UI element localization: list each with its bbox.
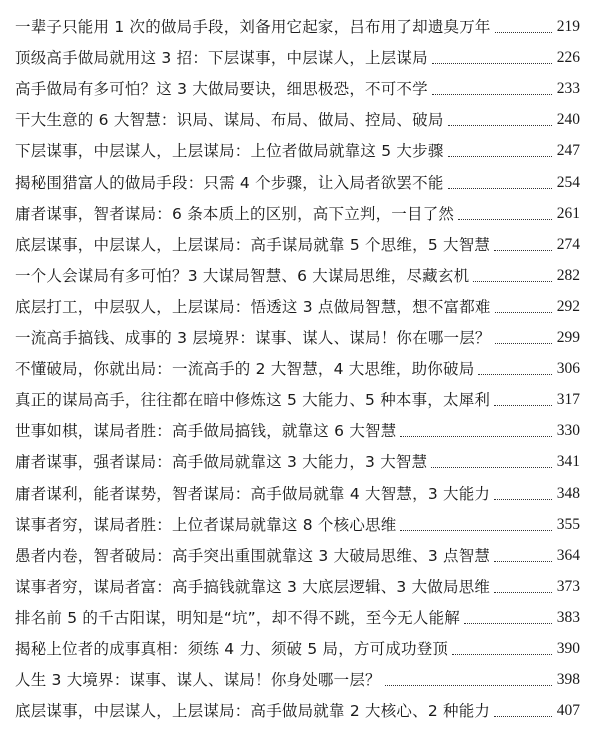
toc-entry-title: 底层谋事，中层谋人，上层谋局：高手谋局就靠 5 个思维，5 大智慧 — [15, 235, 491, 254]
toc-entry-page: 383 — [556, 608, 580, 626]
toc-entry-page: 364 — [556, 546, 580, 564]
toc-entry-title: 愚者内卷，智者破局：高手突出重围就靠这 3 大破局思维、3 点智慧 — [15, 546, 491, 565]
toc-entry-page: 299 — [556, 329, 580, 347]
toc-dot-leader — [400, 435, 552, 437]
toc-dot-leader — [448, 155, 552, 157]
toc-entry-page: 398 — [556, 671, 580, 689]
toc-entry-title: 不懂破局，你就出局：一流高手的 2 大智慧，4 大思维，助你破局 — [15, 360, 475, 379]
toc-entry-page: 341 — [556, 453, 580, 471]
toc-dot-leader — [495, 31, 552, 33]
toc-entry-page: 306 — [556, 360, 580, 378]
toc-dot-leader — [495, 342, 552, 344]
toc-entry-title: 真正的谋局高手，往往都在暗中修炼这 5 大能力、5 种本事，太犀利 — [15, 391, 491, 410]
toc-dot-leader — [448, 187, 552, 189]
toc-entry-page: 240 — [556, 111, 580, 129]
toc-dot-leader — [432, 93, 552, 95]
toc-entry[interactable] — [0, 348, 600, 379]
toc-dot-leader — [448, 124, 552, 126]
toc-entry-page: 407 — [556, 702, 580, 720]
toc-entry-title: 排名前 5 的千古阳谋，明知是“坑”，却不得不跳，至今无人能解 — [15, 608, 460, 627]
toc-entry[interactable] — [0, 130, 600, 161]
toc-entry-title: 下层谋事，中层谋人，上层谋局：上位者做局就靠这 5 大步骤 — [15, 142, 444, 161]
toc-entry-title: 高手做局有多可怕？这 3 大做局要诀，细思极恐，不可不学 — [15, 80, 428, 99]
toc-entry-title: 揭秘上位者的成事真相：须练 4 力、须破 5 局，方可成功登顶 — [15, 639, 449, 658]
toc-entry[interactable] — [0, 597, 600, 628]
toc-entry-title: 揭秘围猎富人的做局手段：只需 4 个步骤，让入局者欲罢不能 — [15, 173, 444, 192]
toc-dot-leader — [494, 591, 552, 593]
toc-entry[interactable] — [0, 193, 600, 224]
toc-entry-page: 282 — [556, 266, 580, 284]
toc-entry-page: 317 — [556, 391, 580, 409]
toc-entry-title: 庸者谋事，强者谋局：高手做局就靠这 3 大能力，3 大智慧 — [15, 453, 428, 472]
toc-entry-page: 233 — [556, 80, 580, 98]
toc-entry-page: 247 — [556, 142, 580, 160]
toc-dot-leader — [494, 404, 552, 406]
toc-entry[interactable] — [0, 659, 600, 690]
toc-entry-page: 390 — [556, 639, 580, 657]
toc-entry-page: 226 — [556, 49, 580, 67]
toc-entry[interactable] — [0, 566, 600, 597]
toc-dot-leader — [494, 249, 552, 251]
toc-entry-title: 一个人会谋局有多可怕？3 大谋局智慧、6 大谋局思维，尽藏玄机 — [15, 266, 470, 285]
toc-entry-page: 373 — [556, 577, 580, 595]
toc-dot-leader — [494, 560, 552, 562]
toc-entry[interactable] — [0, 535, 600, 566]
toc-dot-leader — [385, 684, 552, 686]
toc-entry-page: 330 — [556, 422, 580, 440]
toc-entry[interactable] — [0, 628, 600, 659]
toc-dot-leader — [478, 373, 552, 375]
toc-dot-leader — [494, 498, 552, 500]
toc-entry[interactable] — [0, 317, 600, 348]
toc-entry-page: 355 — [556, 515, 580, 533]
toc-entry[interactable] — [0, 37, 600, 68]
toc-entry[interactable] — [0, 99, 600, 130]
toc-entry-page: 274 — [556, 235, 580, 253]
toc-entry-title: 谋事者穷，谋局者胜：上位者谋局就靠这 8 个核心思维 — [15, 515, 397, 534]
toc-entry[interactable] — [0, 161, 600, 192]
toc-entry[interactable] — [0, 68, 600, 99]
toc-entry-title: 顶级高手做局就用这 3 招：下层谋事，中层谋人，上层谋局 — [15, 49, 428, 68]
toc-entry-page: 348 — [556, 484, 580, 502]
toc-entry-title: 人生 3 大境界：谋事、谋人、谋局！你身处哪一层？ — [15, 671, 381, 690]
toc-entry-page: 254 — [556, 173, 580, 191]
toc-entry-title: 世事如棋，谋局者胜：高手做局搞钱，就靠这 6 大智慧 — [15, 422, 397, 441]
toc-entry[interactable] — [0, 441, 600, 472]
toc-dot-leader — [452, 653, 552, 655]
toc-dot-leader — [473, 280, 552, 282]
toc-entry[interactable] — [0, 472, 600, 503]
toc-dot-leader — [400, 529, 552, 531]
toc-dot-leader — [495, 311, 552, 313]
toc-dot-leader — [458, 218, 552, 220]
toc-dot-leader — [464, 622, 552, 624]
toc-entry-title: 干大生意的 6 大智慧：识局、谋局、布局、做局、控局、破局 — [15, 111, 444, 130]
toc-entry-page: 219 — [556, 18, 580, 36]
toc-entry[interactable] — [0, 6, 600, 37]
toc-entry[interactable] — [0, 379, 600, 410]
toc-entry-title: 底层谋事，中层谋人，上层谋局：高手做局就靠 2 大核心、2 种能力 — [15, 702, 491, 721]
toc-entry-title: 底层打工，中层驭人，上层谋局：悟透这 3 点做局智慧，想不富都难 — [15, 297, 491, 316]
toc-entry[interactable] — [0, 504, 600, 535]
toc-entry-title: 庸者谋事，智者谋局：6 条本质上的区别，高下立判，一目了然 — [15, 204, 455, 223]
toc-dot-leader — [432, 62, 552, 64]
toc-entry[interactable] — [0, 410, 600, 441]
table-of-contents — [0, 6, 600, 721]
toc-entry[interactable] — [0, 286, 600, 317]
toc-entry-title: 谋事者穷，谋局者富：高手搞钱就靠这 3 大底层逻辑、3 大做局思维 — [15, 577, 491, 596]
toc-entry-page: 261 — [556, 204, 580, 222]
toc-dot-leader — [431, 466, 552, 468]
toc-entry-page: 292 — [556, 297, 580, 315]
toc-entry[interactable] — [0, 224, 600, 255]
toc-entry-title: 一辈子只能用 1 次的做局手段，刘备用它起家，吕布用了却遗臭万年 — [15, 18, 491, 37]
toc-entry-title: 庸者谋利，能者谋势，智者谋局：高手做局就靠 4 大智慧，3 大能力 — [15, 484, 491, 503]
toc-entry[interactable] — [0, 690, 600, 721]
toc-dot-leader — [494, 715, 552, 717]
toc-entry[interactable] — [0, 255, 600, 286]
toc-entry-title: 一流高手搞钱、成事的 3 层境界：谋事、谋人、谋局！你在哪一层？ — [15, 329, 491, 348]
